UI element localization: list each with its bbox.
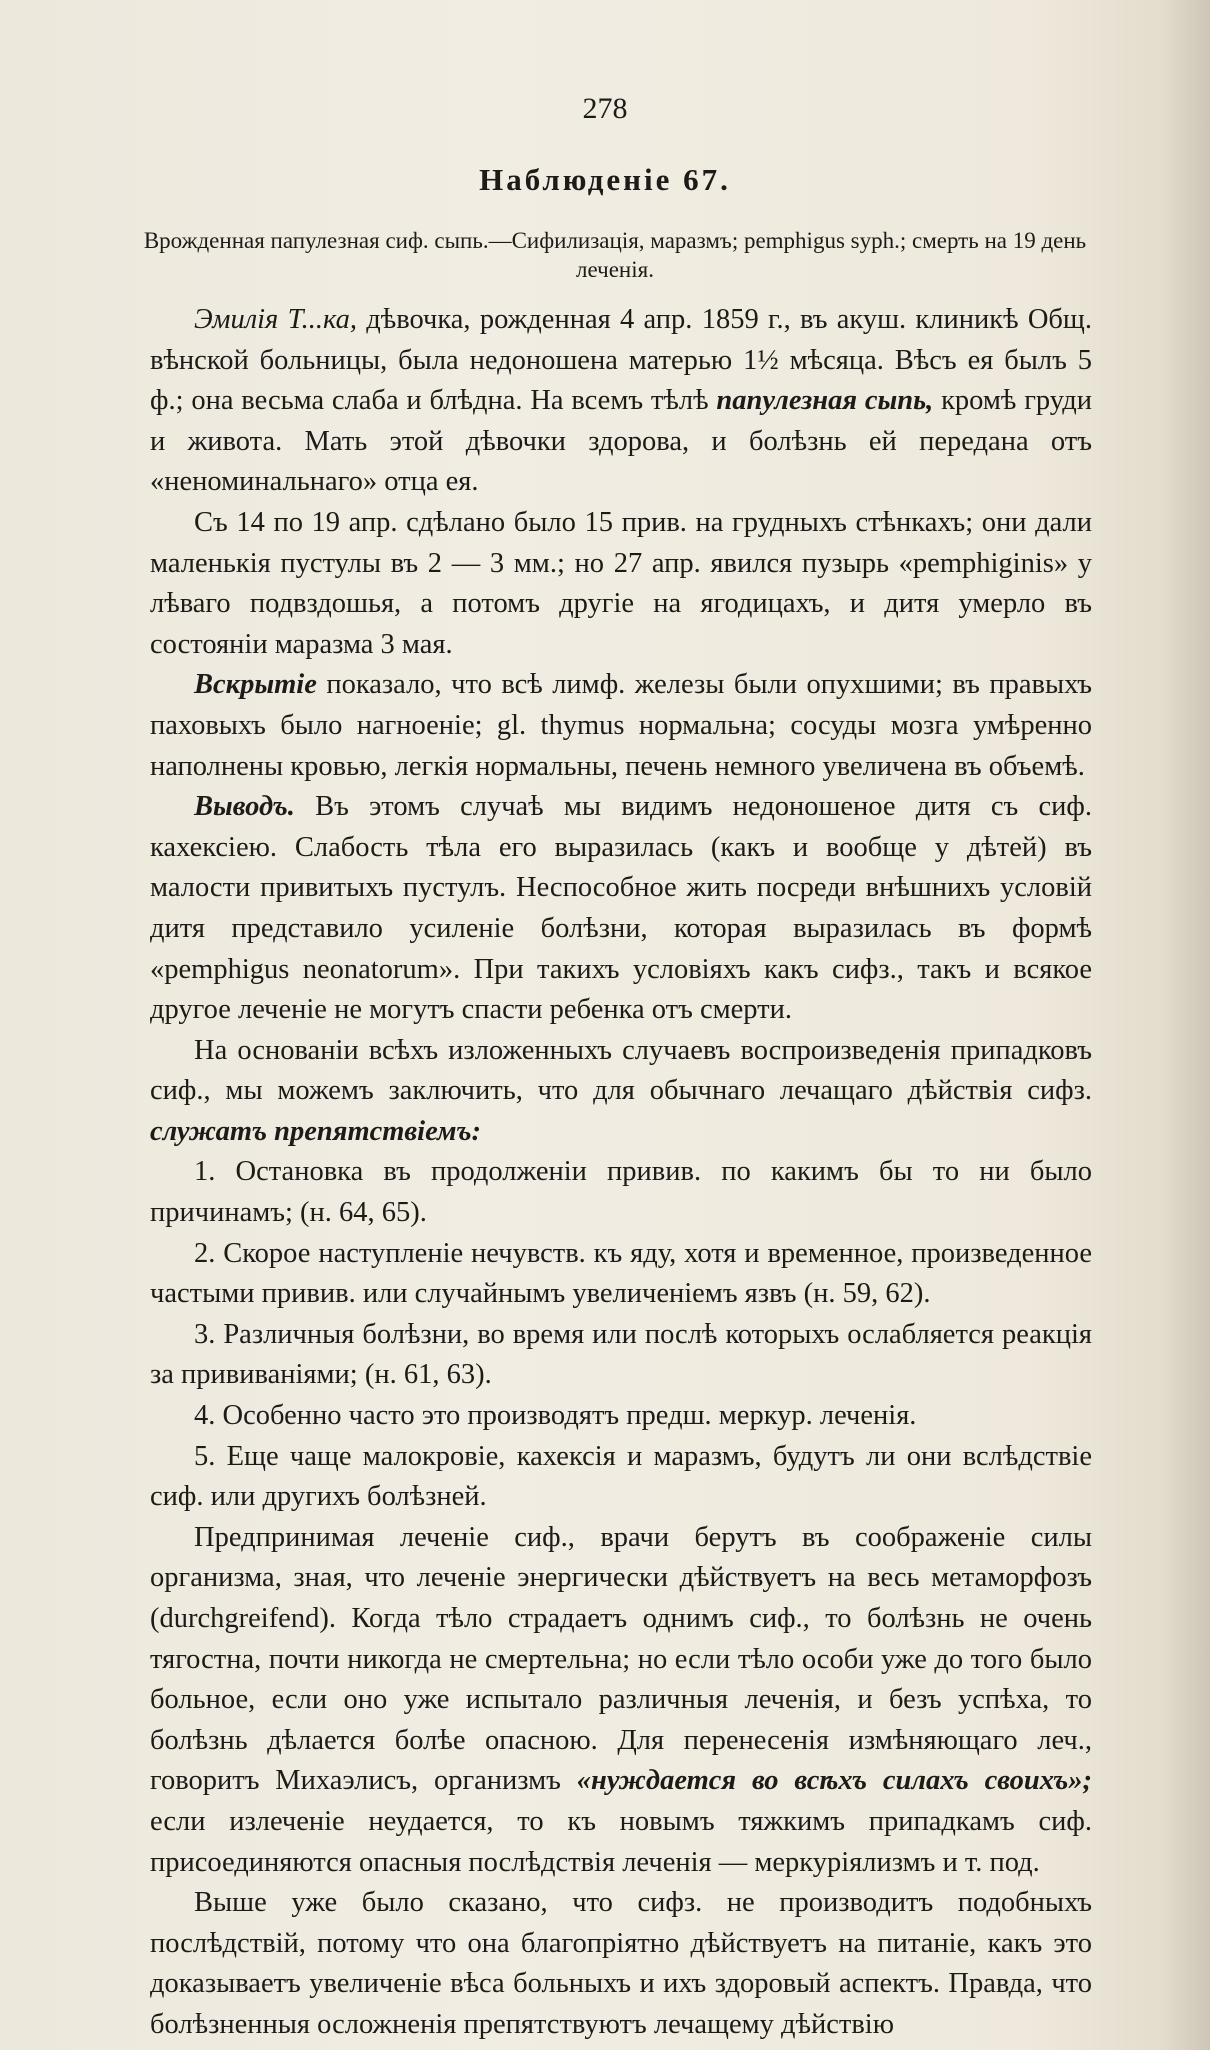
paragraph-treatment: Предпринимая леченіе сиф., врачи берутъ въ соображеніе силы организма, зная, что леченіе энергически дѣйствуетъ на весь метаморфозъ (durchgreifend). Когда тѣло страдаетъ однимъ сиф., то болѣзнь не очень тягостна, почти никогда не смертельна; но если тѣло особи уже до того было больное, если оно уже испытало различныя леченія, и безъ успѣха, то болѣзнь дѣлается болѣе опасною. Для перенесенія измѣняющаго леч., говоритъ Михаэлисъ, организмъ «нуждается во всѣхъ силахъ своихъ»; если излеченіе неудается, то къ новымъ тяжкимъ припадкамъ сиф. присоединяются опасныя послѣдствія леченія — меркуріялизмъ и т. под. bbox=[150, 1521, 1092, 1878]
case-summary: Врожденная папулезная сиф. сыпь.—Сифилизація, маразмъ; pemphigus syph.; смерть на 19 день леченія. bbox=[143, 228, 1087, 282]
observation-heading: Наблюденіе 67. bbox=[479, 162, 731, 197]
list-item: 5. Еще чаще малокровіе, кахексія и маразмъ, будутъ ли они вслѣдствіе сиф. или другихъ болѣзней. bbox=[150, 1440, 1092, 1513]
emphasis-quote: «нуждается во всѣхъ силахъ своихъ»; bbox=[576, 1765, 1092, 1797]
list-item: 1. Остановка въ продолженіи привив. по какимъ бы то ни было причинамъ; (н. 64, 65). bbox=[150, 1156, 1092, 1229]
emphasis-term: папулезная сыпь, bbox=[716, 385, 934, 417]
paragraph-conclusion: Выводъ. Въ этомъ случаѣ мы видимъ недоношеное дитя съ сиф. кахексіею. Слабость тѣла его выразилась (какъ и вообще у дѣтей) въ малости привитыхъ пустулъ. Неспособное жить посреди внѣшнихъ условій дитя представило усиленіе болѣзни, которая выразилась въ формѣ «pemphigus neonatorum». При такихъ условіяхъ какъ сифз., такъ и всякое другое леченіе не могутъ спасти ребенка отъ смерти. bbox=[150, 791, 1092, 1026]
page-number: 278 bbox=[582, 92, 628, 125]
conclusion-lead: Выводъ. bbox=[194, 791, 295, 823]
paragraph-course: Съ 14 по 19 апр. сдѣлано было 15 прив. на грудныхъ стѣнкахъ; они дали маленькія пустулы въ 2 — 3 мм.; но 27 апр. явился пузырь «pemphiginis» у лѣваго подвздошья, а потомъ другіе на ягодицахъ, и дитя умерло въ состояніи маразма 3 мая. bbox=[150, 506, 1092, 660]
emphasis-obstacles: служатъ препятствіемъ: bbox=[150, 1115, 482, 1147]
patient-name: Эмилія Т...ка, bbox=[194, 304, 357, 335]
list-item: 2. Скорое наступленіе нечувств. къ яду, хотя и временное, произведенное частыми привив. или случайнымъ увеличеніемъ язвъ (н. 59, 62). bbox=[150, 1237, 1092, 1310]
paragraph-autopsy: Вскрытіе показало, что всѣ лимф. железы были опухшими; въ правыхъ паховыхъ было нагноеніе; gl. thymus нормальна; сосуды мозга умѣренно наполнены кровью, легкія нормальны, печень немного увеличена въ объемѣ. bbox=[150, 669, 1092, 782]
autopsy-lead: Вскрытіе bbox=[194, 669, 317, 701]
list-item: 3. Различныя болѣзни, во время или послѣ которыхъ ослабляется реакція за прививаніями; (н. 61, 63). bbox=[150, 1318, 1092, 1391]
paragraph-final: Выше уже было сказано, что сифз. не производитъ подобныхъ послѣдствій, потому что она благопріятно дѣйствуетъ на питаніе, какъ это доказываетъ увеличеніе вѣса больныхъ и ихъ здоровый аспектъ. Правда, что болѣзненныя осложненія препятствуютъ лечащему дѣйствію bbox=[150, 1887, 1092, 2040]
page-edge-shadow bbox=[1162, 0, 1210, 2050]
paragraph-summary-intro: На основаніи всѣхъ изложенныхъ случаевъ воспроизведенія припадковъ сиф., мы можемъ заключить, что для обычнаго лечащаго дѣйствія сифз. служатъ препятствіемъ: bbox=[150, 1034, 1092, 1147]
paragraph-case-description: Эмилія Т...ка, дѣвочка, рожденная 4 апр. 1859 г., въ акуш. клиникѣ Общ. вѣнской больницы, была недоношена матерью 1½ мѣсяца. Вѣсъ ея былъ 5 ф.; она весьма слаба и блѣдна. На всемъ тѣлѣ папулезная сыпь, кромѣ груди и живота. Мать этой дѣвочки здорова, и болѣзнь ей передана отъ «неноминальнаго» отца ея. bbox=[150, 304, 1092, 498]
list-item: 4. Особенно часто это производятъ предш. меркур. леченія. bbox=[194, 1400, 917, 1432]
body-text bbox=[150, 300, 1092, 2046]
